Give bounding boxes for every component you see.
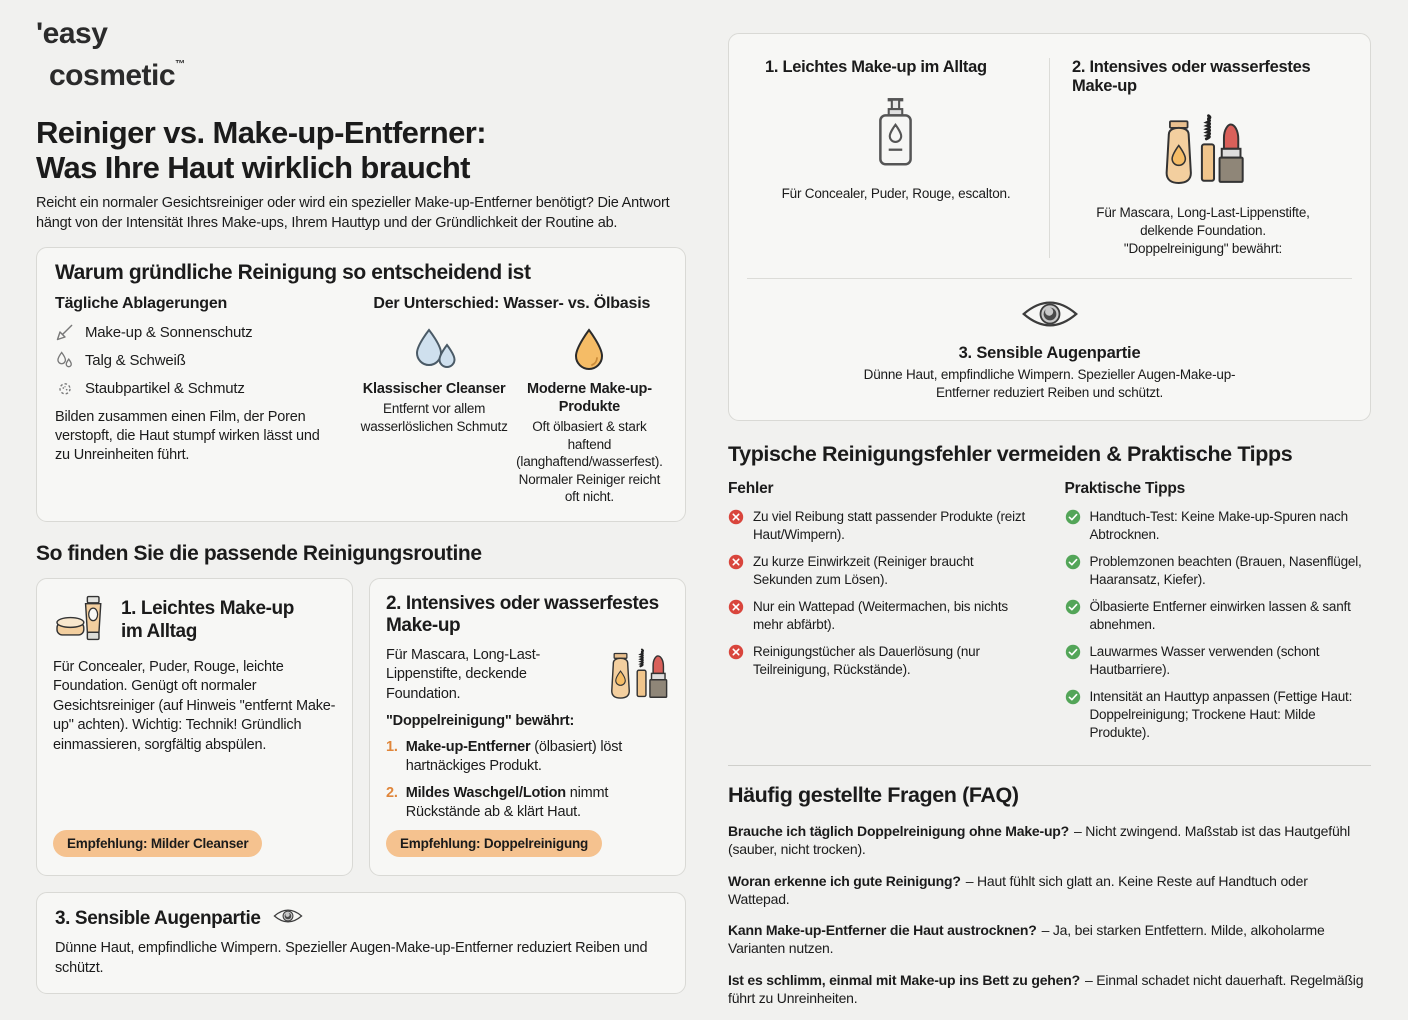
list-item: Make-up & Sonnenschutz: [55, 322, 337, 342]
error-icon: [728, 599, 744, 615]
oil-cell: [512, 322, 667, 506]
overview-eye-title: 3. Sensible Augenpartie: [958, 344, 1141, 362]
overview-col1-caption: Für Concealer, Puder, Rouge, escalton.: [781, 186, 1011, 201]
dust-icon: [55, 378, 75, 398]
list-item: Handtuch-Test: Keine Make-up-Spuren nach Abtrocknen.: [1065, 508, 1372, 544]
overview-col-intensive-makeup: [1050, 58, 1356, 258]
tips-title: Praktische Tipps: [1064, 480, 1186, 497]
check-icon: [1065, 644, 1081, 660]
error-icon: [728, 554, 744, 570]
daily-deposits-column: [55, 295, 337, 506]
list-item: Intensität an Hauttyp anpassen (Fettige Haut: Doppelreinigung; Trockene Haut: Milde Produkte).: [1065, 688, 1372, 742]
oil-title: Moderne Make-up-Produkte: [526, 381, 652, 415]
faq-divider: [728, 765, 1371, 766]
water-drops-icon: [357, 322, 512, 374]
check-icon: [1065, 599, 1081, 615]
right-column: [728, 33, 1371, 1020]
daily-deposits-title: Tägliche Ablagerungen: [55, 295, 228, 312]
double-cleansing-subtitle: "Doppelreinigung" bewährt:: [386, 713, 575, 729]
routine-card1-body: Für Concealer, Puder, Rouge, leichte Foundation. Genügt oft normaler Gesichtsreiniger (auf Hinweis "entfernt Make-up" achten). Wichtig: Technik! Gründlich einmassieren, sorgfältig abspülen.: [53, 658, 336, 753]
left-column: [36, 18, 686, 994]
list-item: Talg & Schweiß: [55, 350, 337, 370]
list-item: Lauwarmes Wasser verwenden (schont Hautbarriere).: [1065, 643, 1372, 679]
routine-card1-title: 1. Leichtes Make-up im Alltag: [121, 598, 294, 642]
routine-card-light-makeup: [36, 578, 353, 877]
overview-col-light-makeup: [743, 58, 1050, 258]
overview-col1-title: 1. Leichtes Make-up im Alltag: [765, 58, 987, 76]
errors-column: [728, 480, 1035, 751]
routine-section-title: So finden Sie die passende Reinigungsroutine: [36, 541, 482, 565]
intro-text: Reicht ein normaler Gesichtsreiniger oder wird ein spezieller Make-up-Entferner benötigt? Die Antwort hängt von der Intensität Ihres Make-ups, Ihrem Hauttyp und der Gründlichkeit der Routine ab.: [36, 195, 670, 231]
list-item: Nur ein Wattepad (Weitermachen, bis nichts mehr abfärbt).: [728, 598, 1035, 634]
list-item: Problemzonen beachten (Brauen, Nasenflügel, Haaransatz, Kiefer).: [1065, 553, 1372, 589]
faq-list: [728, 822, 1371, 1007]
water-title: Klassischer Cleanser: [362, 381, 506, 397]
routine-card-intensive-makeup: [369, 578, 686, 877]
routine-card3-body: Dünne Haut, empfindliche Wimpern. Spezieller Augen-Make-up-Entferner reduziert Reiben und schützt.: [55, 940, 648, 976]
brand-line2: cosmetic™: [49, 59, 187, 92]
pump-bottle-icon: [765, 89, 1027, 175]
overview-col2-title: 2. Intensives oder wasserfestes Make-up: [1072, 58, 1311, 95]
recommendation-badge: Empfehlung: Milder Cleanser: [53, 830, 262, 857]
faq-item: Kann Make-up-Entferner die Haut austrocknen? – Ja, bei starken Entfettern. Milde, alkoholarme Varianten nutzen.: [728, 922, 1325, 956]
droplets-icon: [55, 350, 75, 370]
overview-divider: [747, 278, 1352, 279]
water-vs-oil-column: [357, 295, 667, 506]
check-icon: [1065, 509, 1081, 525]
list-item: Reinigungstücher als Dauerlösung (nur Teilreinigung, Rückstände).: [728, 643, 1035, 679]
water-vs-oil-title: Der Unterschied: Wasser- vs. Ölbasis: [373, 295, 651, 312]
list-item: Zu kurze Einwirkzeit (Reiniger braucht Sekunden zum Lösen).: [728, 553, 1035, 589]
list-item: Staubpartikel & Schmutz: [55, 378, 337, 398]
overview-col2-caption: Für Mascara, Long-Last-Lippenstifte, delkende Foundation. "Doppelreinigung" bewährt:: [1096, 205, 1310, 256]
routine-card2-title: 2. Intensives oder wasserfestes Make-up: [386, 592, 659, 636]
mistakes-section-title: Typische Reinigungsfehler vermeiden & Praktische Tipps: [728, 442, 1293, 466]
list-item: Ölbasierte Entferner einwirken lassen & sanft abnehmen.: [1065, 598, 1372, 634]
check-icon: [1065, 689, 1081, 705]
tips-column: [1065, 480, 1372, 751]
error-icon: [728, 509, 744, 525]
eye-icon: [273, 906, 303, 931]
deposits-summary: Bilden zusammen einen Film, der Poren verstopft, die Haut stumpf wirken lässt und zu Unreinheiten führt.: [55, 409, 320, 463]
check-icon: [1065, 554, 1081, 570]
water-cell: [357, 322, 512, 506]
makeup-set-icon: [607, 646, 669, 709]
brush-icon: [55, 322, 75, 342]
faq-item: Woran erkenne ich gute Reinigung? – Haut fühlt sich glatt an. Keine Reste auf Handtuch oder Wattepad.: [728, 872, 1308, 907]
routine-card-eye-area: [36, 892, 686, 994]
oil-drop-icon: [512, 322, 667, 374]
faq-item: Brauche ich täglich Doppelreinigung ohne Make-up? – Nicht zwingend. Maßstab ist das Hautgefühl (sauber, nicht trocken).: [728, 823, 1351, 857]
brand-line1: 'easy: [36, 17, 108, 50]
eye-icon: [1021, 295, 1079, 338]
overview-card: [728, 33, 1371, 421]
water-caption: Entfernt vor allem wasserlöslichen Schmutz: [360, 401, 508, 434]
oil-caption: Oft ölbasiert & stark haftend (langhaftend/wasserfest). Normaler Reiniger reicht oft nicht.: [516, 419, 663, 504]
error-icon: [728, 644, 744, 660]
list-item: Zu viel Reibung statt passender Produkte (reizt Haut/Wimpern).: [728, 508, 1035, 544]
why-cleaning-card: [36, 247, 686, 522]
recommendation-badge: Empfehlung: Doppelreinigung: [386, 830, 602, 857]
list-item: 2. Mildes Waschgel/Lotion nimmt Rückstände ab & klärt Haut.: [386, 785, 609, 820]
overview-eye-section: [743, 295, 1356, 402]
why-card-title: Warum gründliche Reinigung so entscheidend ist: [55, 261, 531, 284]
routine-card3-title: 3. Sensible Augenpartie: [55, 907, 261, 929]
overview-eye-body: Dünne Haut, empfindliche Wimpern. Spezieller Augen-Make-up-Entferner reduziert Reiben und schützt.: [863, 367, 1236, 400]
double-cleansing-steps: [386, 738, 669, 830]
errors-title: Fehler: [728, 480, 774, 497]
list-item: 1. Make-up-Entferner (ölbasiert) löst hartnäckiges Produkt.: [386, 739, 623, 774]
faq-section-title: Häufig gestellte Fragen (FAQ): [728, 783, 1019, 807]
trademark-symbol: ™: [175, 59, 187, 70]
tube-jar-icon: [53, 593, 111, 648]
brand-logo: [36, 18, 686, 91]
page-title: Reiniger vs. Make-up-Entferner: Was Ihre Haut wirklich braucht: [36, 115, 486, 185]
faq-item: Ist es schlimm, einmal mit Make-up ins Bett zu gehen? – Einmal schadet nicht dauerhaft. Regelmäßig führt zu Unreinheiten.: [728, 971, 1364, 1006]
makeup-set-icon: [1072, 108, 1334, 194]
routine-card2-body: Für Mascara, Long-Last-Lippenstifte, deckende Foundation.: [386, 646, 541, 702]
